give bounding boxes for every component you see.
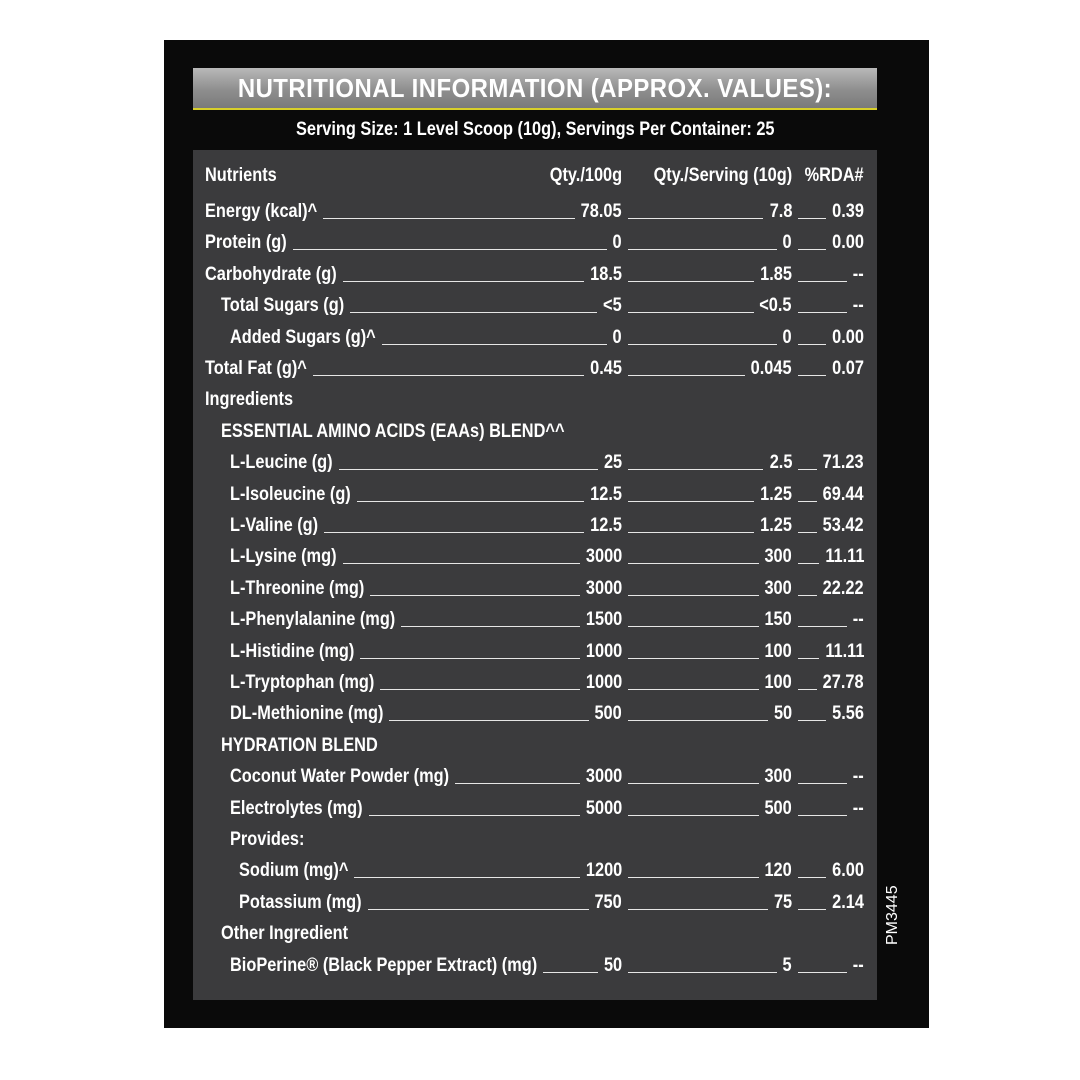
leader-line xyxy=(798,909,826,910)
qty-per-serving: 0 xyxy=(782,326,792,348)
table-row xyxy=(193,699,877,729)
qty-per-serving: 1.85 xyxy=(760,263,792,285)
leader-line xyxy=(343,563,580,564)
leader-line xyxy=(368,909,589,910)
nutrient-name: Coconut Water Powder (mg) xyxy=(230,766,450,788)
leader-line xyxy=(798,249,826,250)
qty-per-serving: 5 xyxy=(782,954,792,976)
qty-per-100g: <5 xyxy=(603,295,622,317)
leader-line xyxy=(455,783,580,784)
section-label: Provides: xyxy=(230,829,305,850)
column-header-nutrients: Nutrients xyxy=(205,165,277,186)
nutrient-name: L-Histidine (mg) xyxy=(230,640,355,662)
qty-per-100g: 0 xyxy=(612,326,622,348)
table-row xyxy=(193,951,877,981)
leader-line xyxy=(313,375,584,376)
serving-info xyxy=(193,112,877,148)
rda-percent: 2.14 xyxy=(832,891,864,913)
leader-line xyxy=(628,815,759,816)
leader-line xyxy=(628,626,759,627)
qty-per-100g: 0.45 xyxy=(590,358,622,379)
leader-line xyxy=(798,595,817,596)
table-row xyxy=(193,637,877,667)
table-row xyxy=(193,574,877,604)
table-row xyxy=(193,605,877,635)
leader-line xyxy=(628,312,754,313)
qty-per-serving: 50 xyxy=(773,703,792,725)
leader-line xyxy=(798,532,817,533)
rda-percent: -- xyxy=(853,263,864,285)
section-label: HYDRATION BLEND xyxy=(221,734,378,756)
leader-line xyxy=(798,815,847,816)
table-row xyxy=(193,197,877,227)
qty-per-serving: <0.5 xyxy=(759,295,792,317)
qty-per-100g: 1500 xyxy=(585,609,622,631)
qty-per-serving: 300 xyxy=(764,766,792,788)
leader-line xyxy=(798,689,817,690)
leader-line xyxy=(798,312,847,313)
table-row xyxy=(193,354,877,384)
leader-line xyxy=(628,469,763,470)
qty-per-serving: 300 xyxy=(764,577,792,599)
rda-percent: 69.44 xyxy=(823,483,864,505)
nutrient-name: Carbohydrate (g) xyxy=(205,263,337,285)
leader-line xyxy=(628,972,777,973)
table-row xyxy=(193,260,877,290)
column-header-per-serving: Qty./Serving (10g) xyxy=(653,165,792,186)
table-row xyxy=(193,888,877,918)
nutrient-name: Sodium (mg)^ xyxy=(239,860,349,882)
leader-line xyxy=(798,877,826,878)
rda-percent: 0.07 xyxy=(832,358,864,379)
nutrient-name: L-Threonine (mg) xyxy=(230,577,365,599)
nutrient-name: Potassium (mg) xyxy=(239,891,362,913)
leader-line xyxy=(628,689,759,690)
qty-per-100g: 1200 xyxy=(585,860,622,882)
section-heading xyxy=(193,417,877,447)
nutrient-name: L-Phenylalanine (mg) xyxy=(230,609,396,631)
leader-line xyxy=(798,281,847,282)
leader-line xyxy=(798,501,817,502)
table-row xyxy=(193,856,877,886)
product-code: PM3445 xyxy=(884,885,901,945)
table-row xyxy=(193,480,877,510)
rda-percent: 6.00 xyxy=(832,860,864,882)
rda-percent: -- xyxy=(853,954,864,976)
qty-per-serving: 2.5 xyxy=(769,452,792,474)
qty-per-serving: 75 xyxy=(773,891,792,913)
qty-per-100g: 3000 xyxy=(585,766,622,788)
leader-line xyxy=(357,501,584,502)
leader-line xyxy=(354,877,579,878)
qty-per-serving: 7.8 xyxy=(769,201,792,222)
section-label: Other Ingredient xyxy=(221,923,349,945)
rda-percent: -- xyxy=(853,609,864,631)
leader-line xyxy=(628,563,759,564)
leader-line xyxy=(798,658,819,659)
leader-line xyxy=(798,626,847,627)
qty-per-100g: 500 xyxy=(594,703,622,725)
qty-per-serving: 120 xyxy=(764,860,792,882)
table-header-row xyxy=(193,161,877,191)
section-heading xyxy=(193,731,877,761)
leader-line xyxy=(389,720,588,721)
serving-size-text: Serving Size: 1 Level Scoop (10g), Servings Per Container: 25 xyxy=(295,119,775,140)
qty-per-100g: 1000 xyxy=(585,672,622,693)
leader-line xyxy=(798,218,826,219)
nutrient-name: L-Isoleucine (g) xyxy=(230,483,351,505)
leader-line xyxy=(628,877,759,878)
rda-percent: -- xyxy=(853,766,864,788)
nutrient-name: Added Sugars (g)^ xyxy=(230,326,376,348)
leader-line xyxy=(350,312,597,313)
column-header-rda: %RDA# xyxy=(804,165,864,186)
section-label: ESSENTIAL AMINO ACIDS (EAAs) BLEND^^ xyxy=(221,420,565,442)
qty-per-100g: 5000 xyxy=(585,797,622,819)
table-row xyxy=(193,668,877,698)
qty-per-serving: 500 xyxy=(764,797,792,819)
leader-line xyxy=(628,249,777,250)
qty-per-100g: 750 xyxy=(594,891,622,913)
qty-per-serving: 1.25 xyxy=(760,483,792,505)
leader-line xyxy=(798,972,847,973)
leader-line xyxy=(628,720,768,721)
leader-line xyxy=(343,281,585,282)
leader-line xyxy=(628,909,768,910)
leader-line xyxy=(323,218,575,219)
rda-percent: 53.42 xyxy=(823,515,864,536)
table-row xyxy=(193,228,877,258)
qty-per-100g: 1000 xyxy=(585,640,622,662)
label-header xyxy=(193,68,877,110)
column-header-per-100g: Qty./100g xyxy=(549,165,622,186)
leader-line xyxy=(628,595,759,596)
nutrient-name: L-Tryptophan (mg) xyxy=(230,672,375,693)
leader-line xyxy=(798,344,826,345)
label-title: NUTRITIONAL INFORMATION (APPROX. VALUES): xyxy=(237,72,833,103)
leader-line xyxy=(339,469,598,470)
leader-line xyxy=(382,344,607,345)
rda-percent: -- xyxy=(853,797,864,819)
rda-percent: 27.78 xyxy=(823,672,864,693)
qty-per-serving: 100 xyxy=(764,672,792,693)
rda-percent: 22.22 xyxy=(823,577,864,599)
table-row xyxy=(193,511,877,541)
leader-line xyxy=(380,689,579,690)
qty-per-serving: 150 xyxy=(764,609,792,631)
qty-per-100g: 0 xyxy=(612,232,622,254)
leader-line xyxy=(798,469,817,470)
nutrient-name: Total Fat (g)^ xyxy=(205,358,307,379)
nutrient-name: L-Leucine (g) xyxy=(230,452,333,474)
qty-per-serving: 300 xyxy=(764,546,792,568)
qty-per-serving: 100 xyxy=(764,640,792,662)
leader-line xyxy=(798,563,819,564)
qty-per-100g: 78.05 xyxy=(581,201,622,222)
leader-line xyxy=(628,783,759,784)
nutrient-name: Protein (g) xyxy=(205,232,287,254)
leader-line xyxy=(293,249,607,250)
table-row xyxy=(193,448,877,478)
leader-line xyxy=(628,375,745,376)
qty-per-100g: 50 xyxy=(603,954,622,976)
leader-line xyxy=(324,532,584,533)
qty-per-100g: 3000 xyxy=(585,546,622,568)
nutrient-name: BioPerine® (Black Pepper Extract) (mg) xyxy=(230,954,538,976)
section-heading xyxy=(193,919,877,949)
leader-line xyxy=(628,281,754,282)
nutrient-name: Total Sugars (g) xyxy=(221,295,345,317)
qty-per-serving: 0.045 xyxy=(751,358,792,379)
rda-percent: 11.11 xyxy=(824,546,864,568)
qty-per-100g: 18.5 xyxy=(590,263,622,285)
nutrient-name: Electrolytes (mg) xyxy=(230,797,363,819)
leader-line xyxy=(798,783,847,784)
rda-percent: 11.11 xyxy=(824,640,864,662)
table-row xyxy=(193,542,877,572)
section-heading xyxy=(193,385,877,415)
qty-per-serving: 1.25 xyxy=(760,515,792,536)
qty-per-100g: 3000 xyxy=(585,577,622,599)
leader-line xyxy=(370,595,579,596)
section-label: Ingredients xyxy=(205,389,294,411)
rda-percent: 0.39 xyxy=(832,201,864,222)
rda-percent: 71.23 xyxy=(823,452,864,474)
nutrient-name: L-Lysine (mg) xyxy=(230,546,337,568)
rda-percent: -- xyxy=(853,295,864,317)
qty-per-100g: 12.5 xyxy=(590,515,622,536)
nutrition-table xyxy=(193,150,877,1000)
section-heading xyxy=(193,825,877,855)
leader-line xyxy=(401,626,579,627)
leader-line xyxy=(628,218,763,219)
rda-percent: 5.56 xyxy=(832,703,864,725)
leader-line xyxy=(628,344,777,345)
table-row xyxy=(193,794,877,824)
qty-per-100g: 25 xyxy=(603,452,622,474)
leader-line xyxy=(628,501,754,502)
leader-line xyxy=(360,658,579,659)
leader-line xyxy=(628,532,754,533)
rda-percent: 0.00 xyxy=(832,326,864,348)
leader-line xyxy=(543,972,598,973)
qty-per-100g: 12.5 xyxy=(590,483,622,505)
leader-line xyxy=(628,658,759,659)
nutrient-name: Energy (kcal)^ xyxy=(205,201,318,222)
table-row xyxy=(193,323,877,353)
table-row xyxy=(193,762,877,792)
leader-line xyxy=(369,815,580,816)
nutrient-name: DL-Methionine (mg) xyxy=(230,703,384,725)
rda-percent: 0.00 xyxy=(832,232,864,254)
table-row xyxy=(193,291,877,321)
leader-line xyxy=(798,720,826,721)
leader-line xyxy=(798,375,826,376)
qty-per-serving: 0 xyxy=(782,232,792,254)
nutrient-name: L-Valine (g) xyxy=(230,515,319,536)
